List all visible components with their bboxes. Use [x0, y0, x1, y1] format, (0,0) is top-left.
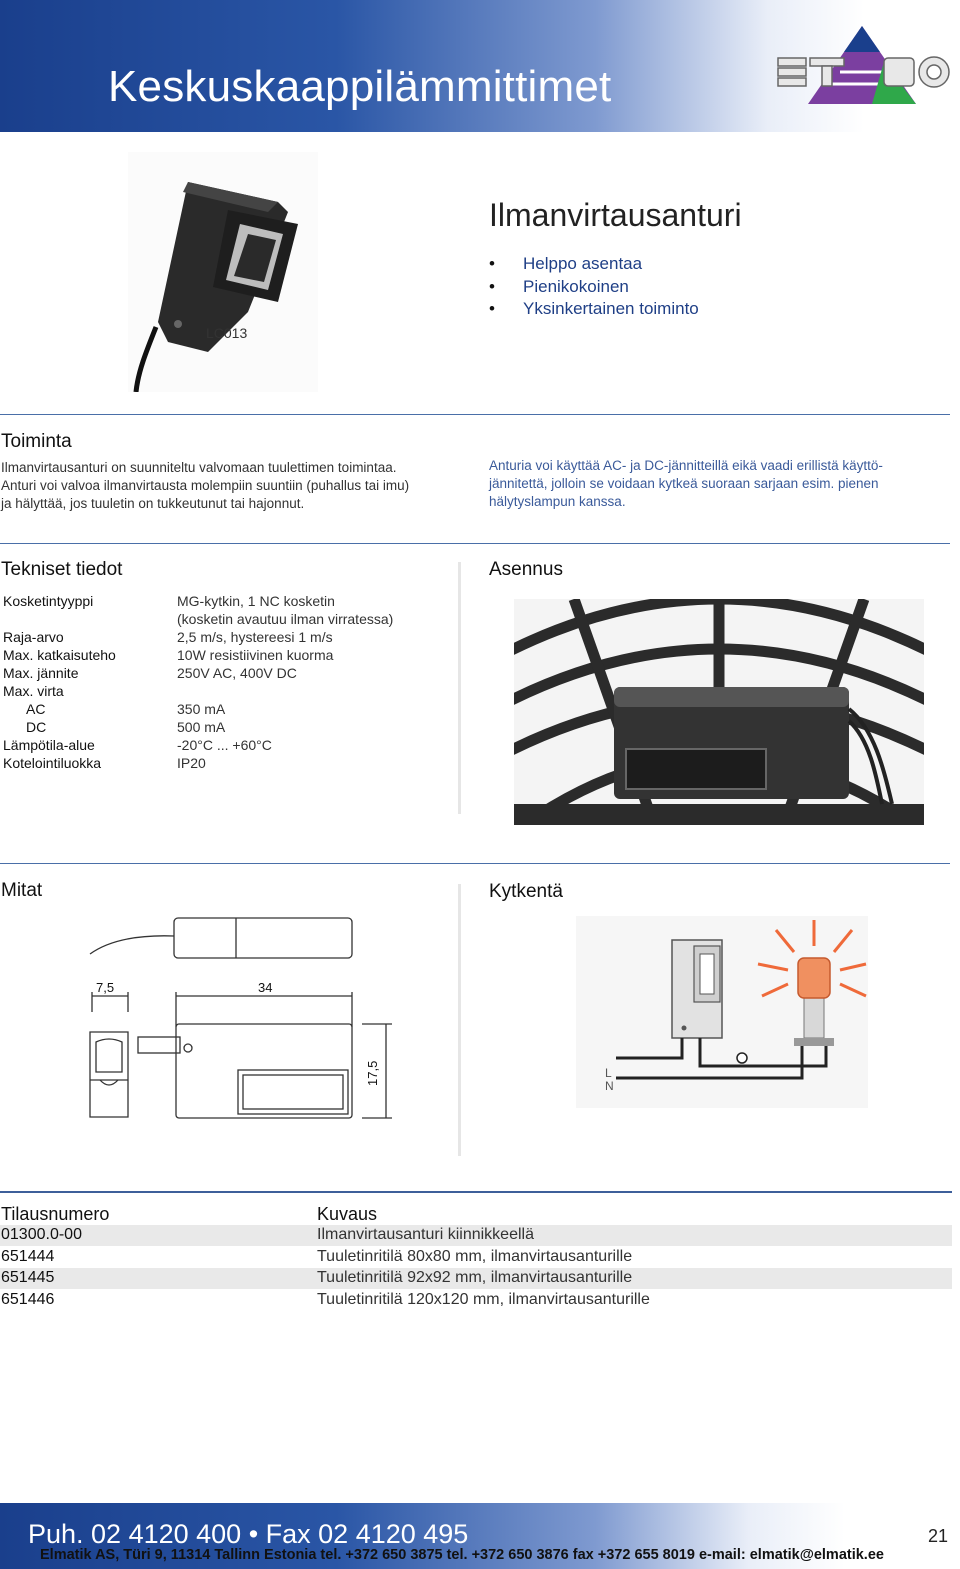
wire-label-n: N — [605, 1079, 614, 1093]
spec-value: 500 mA — [177, 719, 226, 735]
order-number: 651444 — [1, 1248, 55, 1265]
spec-value: 250V AC, 400V DC — [177, 665, 297, 681]
toiminta-note-line: Anturia voi käyttää AC- ja DC-jännitteillä eikä vaadi erillistä käyttö- — [489, 458, 883, 473]
toiminta-line: ja hälyttää, jos tuuletin on tukkeutunut tai hajonnut. — [1, 496, 305, 511]
footer-address: Elmatik AS, Türi 9, 11314 Tallinn Estonia tel. +372 650 3875 tel. +372 650 3876 fax +372 655 8019 e-mail: elmatik@elmatik.ee — [40, 1547, 884, 1563]
order-number: 651446 — [1, 1291, 55, 1308]
spec-label: Lämpötila-alue — [3, 737, 95, 753]
table-header-description: Kuvaus — [317, 1204, 378, 1224]
spec-label: Raja-arvo — [3, 629, 64, 645]
toiminta-text — [1, 459, 409, 513]
stego-logo — [776, 22, 954, 108]
order-description: Tuuletinritilä 92x92 mm, ilmanvirtausanturille — [317, 1269, 633, 1286]
feature-item: • Yksinkertainen toiminto — [489, 298, 699, 321]
order-description: Tuuletinritilä 120x120 mm, ilmanvirtausanturille — [317, 1291, 650, 1308]
spec-label: Max. virta — [3, 683, 64, 699]
toiminta-note — [489, 457, 883, 511]
feature-item: • Pienikokoinen — [489, 276, 699, 299]
feature-item: • Helppo asentaa — [489, 253, 699, 276]
table-top-rule — [0, 1191, 952, 1193]
asennus-heading: Asennus — [489, 559, 563, 580]
footer-phone: Puh. 02 4120 400 • Fax 02 4120 495 — [28, 1519, 469, 1549]
sensor-photo — [128, 152, 318, 392]
dimension-height: 17,5 — [365, 1060, 380, 1086]
spec-value: 350 mA — [177, 701, 226, 717]
dimension-length: 34 — [258, 980, 273, 995]
table-row — [0, 1246, 952, 1267]
order-number: 01300.0-00 — [1, 1226, 82, 1243]
spec-value: (kosketin avautuu ilman virratessa) — [177, 611, 394, 627]
toiminta-heading: Toiminta — [1, 431, 72, 452]
spec-value: 2,5 m/s, hystereesi 1 m/s — [177, 629, 333, 645]
product-code: LC013 — [206, 325, 248, 341]
page-title: Keskuskaappilämmittimet — [108, 62, 612, 111]
wire-label-l: L — [605, 1066, 612, 1080]
toiminta-note-line: jännitettä, jolloin se voidaan kytkeä suoraan sarjaan esim. pienen — [489, 476, 879, 491]
section-divider — [0, 543, 950, 544]
table-row — [0, 1268, 952, 1289]
spec-value: 10W resistiivinen kuorma — [177, 647, 334, 663]
spec-label: Kosketintyyppi — [3, 593, 94, 609]
table-row — [0, 1225, 952, 1246]
spec-label: Max. jännite — [3, 665, 79, 681]
column-divider — [458, 884, 461, 1156]
section-divider — [0, 414, 950, 415]
dimension-drawing — [78, 912, 398, 1127]
kytkenta-heading: Kytkentä — [489, 881, 563, 902]
toiminta-line: Ilmanvirtausanturi on suunniteltu valvomaan tuulettimen toimintaa. — [1, 460, 397, 475]
dimension-width: 7,5 — [96, 980, 115, 995]
order-description: Tuuletinritilä 80x80 mm, ilmanvirtausanturille — [317, 1248, 633, 1265]
feature-list — [489, 253, 699, 321]
order-number: 651445 — [1, 1269, 55, 1286]
spec-label: Kotelointiluokka — [3, 755, 102, 771]
product-title: Ilmanvirtausanturi — [489, 197, 742, 233]
spec-value: -20°C ... +60°C — [177, 737, 272, 753]
spec-value: MG-kytkin, 1 NC kosketin — [177, 593, 335, 609]
specs-heading: Tekniset tiedot — [1, 559, 123, 580]
column-divider — [458, 562, 461, 814]
page-number: 21 — [928, 1526, 949, 1546]
spec-label: AC — [26, 701, 46, 717]
table-row — [0, 1289, 952, 1310]
spec-label: DC — [26, 719, 47, 735]
spec-label: Max. katkaisuteho — [3, 647, 116, 663]
mitat-heading: Mitat — [1, 880, 43, 901]
order-description: Ilmanvirtausanturi kiinnikkeellä — [317, 1226, 534, 1243]
table-header-number: Tilausnumero — [1, 1204, 110, 1224]
spec-value: IP20 — [177, 755, 206, 771]
toiminta-note-line: hälytyslampun kanssa. — [489, 494, 626, 509]
toiminta-line: Anturi voi valvoa ilmanvirtausta molempiin suuntiin (puhallus tai imu) — [1, 478, 410, 493]
section-divider — [0, 863, 950, 864]
installation-photo — [514, 599, 924, 825]
wiring-diagram — [576, 916, 868, 1108]
